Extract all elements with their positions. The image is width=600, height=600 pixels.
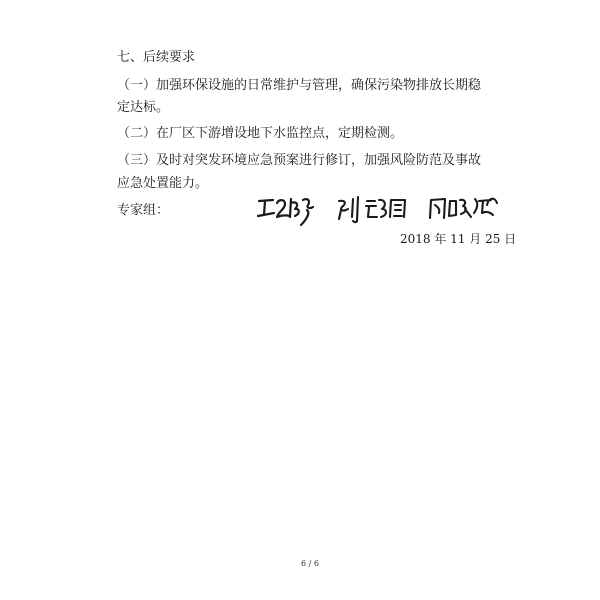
expert-group-label: 专家组： <box>117 203 170 218</box>
signature-3 <box>430 199 497 218</box>
item-3-line-2: 应急处置能力。 <box>117 176 209 191</box>
item-1-line-1: （一）加强环保设施的日常维护与管理，确保污染物排放长期稳 <box>117 78 482 93</box>
item-1-line-2: 定达标。 <box>117 100 170 115</box>
signature-2 <box>339 197 405 222</box>
page-number: 6 / 6 <box>301 559 319 568</box>
item-3-line-1: （三）及时对突发环境应急预案进行修订，加强风险防范及事故 <box>117 153 482 168</box>
handwritten-signatures <box>255 191 515 231</box>
signature-1 <box>258 199 313 225</box>
section-heading: 七、后续要求 <box>117 50 196 65</box>
item-2-line-1: （二）在厂区下游增设地下水监控点，定期检测。 <box>117 126 404 141</box>
signing-date: 2018 年 11 月 25 日 <box>400 232 517 246</box>
